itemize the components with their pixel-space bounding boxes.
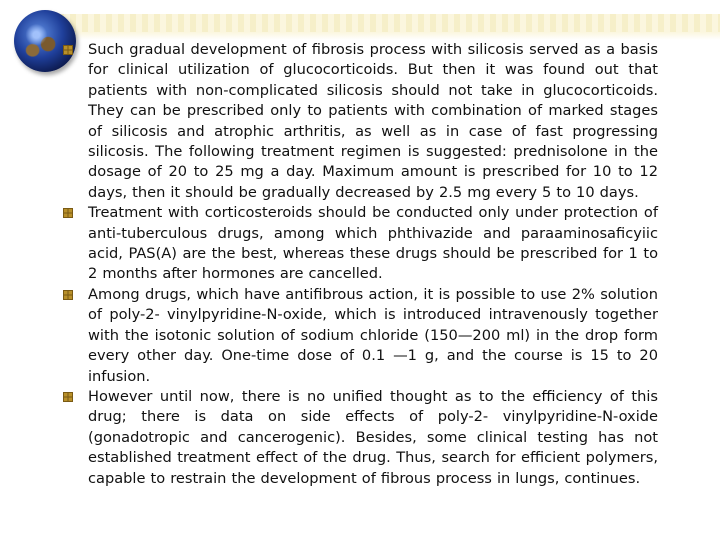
list-item [58,285,658,387]
bullet-text: However until now, there is no unified thought as to the efficiency of this drug; there is data on side effects of poly-2- vinylpyridine-N-oxide (gonadotropic and cancerogenic). Besides, some clinical testing has not established treatment effect of the drug. Thus, search for efficient polymers, capable to restrain the development of fibrous process in lungs, continues. [88,387,658,487]
list-item [58,203,658,285]
slide-body [58,40,658,489]
square-bullet-icon [62,391,74,403]
bullet-text: Treatment with corticosteroids should be conducted only under protection of anti-tuberculous drugs, among which phthivazide and paraaminosaficyiic acid, PAS(A) are the best, whereas these drugs should be prescribed for 1 to 2 months after hormones are cancelled. [88,204,658,283]
square-bullet-icon [62,289,74,301]
list-item [58,387,658,489]
bullet-text: Among drugs, which have antifibrous action, it is possible to use 2% solution of poly-2- vinylpyridine-N-oxide, which is introduced intravenously together with the isotonic solution of sodium chloride (150—200 ml) in the drop form every other day. One-time dose of 0.1 —1 g, and the course is 15 to 20 infusion. [88,285,658,385]
square-bullet-icon [62,207,74,219]
square-bullet-icon [62,44,74,56]
header-decoration-band [58,14,720,40]
bullet-text: Such gradual development of fibrosis process with silicosis served as a basis for clinical utilization of glucocorticoids. But then it was found out that patients with non-complicated silicosis should not take in glucocorticoids. They can be prescribed only to patients with combination of marked stages of silicosis and atrophic arthritis, as well as in case of fast progressing silicosis. The following treatment regimen is suggested: prednisolone in the dosage of 20 to 25 mg a day. Maximum amount is prescribed for 10 to 12 days, then it should be gradually decreased by 2.5 mg every 5 to 10 days. [88,41,658,201]
list-item [58,40,658,203]
